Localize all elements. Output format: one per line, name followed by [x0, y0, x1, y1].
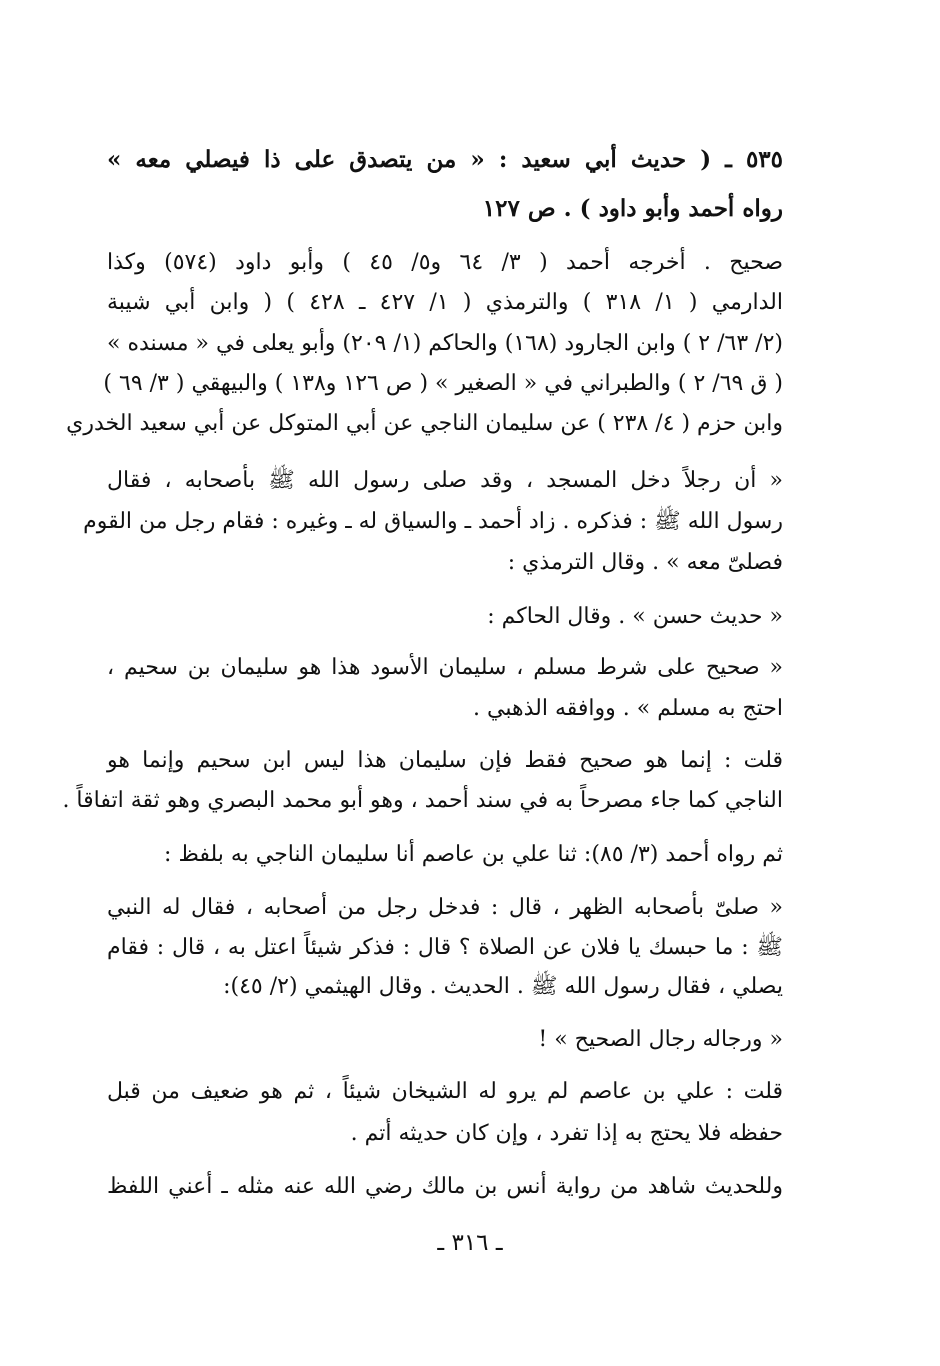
hakim-quote-line-1: « صحيح على شرط مسلم ، سليمان الأسود هذا هو سليمان بن سحيم ، [107, 655, 783, 680]
hadith-line-1: « أن رجلاً دخل المسجد ، وقد صلى رسول الله ﷺ بأصحابه ، فقال [107, 468, 783, 493]
comment-1-line-2: الناجي كما جاء مصرحاً به في سند أحمد ، وهو أبو محمد البصري وهو ثقة اتفاقاً . [62, 788, 783, 813]
entry-heading-line-1: ٥٣٥ ـ ( حديث أبي سعيد : « من يتصدق على ذا فيصلي معه » [107, 146, 783, 173]
takhrij-line-3: (٢/ ٦٣/ ٢ ) وابن الجارود (١٦٨) والحاكم (١/ ٢٠٩) وأبو يعلى في « مسنده » [106, 331, 783, 356]
hadith-line-2: رسول الله ﷺ : فذكره . زاد أحمد ـ والسياق له ـ وغيره : فقام رجل من القوم [83, 509, 783, 534]
ahmad-narration: ثم رواه أحمد (٣/ ٨٥): ثنا علي بن عاصم أنا سليمان الناجي به بلفظ : [164, 842, 783, 867]
takhrij-line-5: وابن حزم ( ٤/ ٢٣٨ ) عن سليمان الناجي عن أبي المتوكل عن أبي سعيد الخدري [66, 411, 783, 436]
second-text-line-3: يصلي ، فقال رسول الله ﷺ . الحديث . وقال الهيثمي (٢/ ٤٥): [223, 974, 783, 999]
haythami-quote: « ورجاله رجال الصحيح » ! [538, 1027, 783, 1052]
page-number: ـ ٣١٦ ـ [437, 1230, 503, 1256]
hakim-quote-line-2: احتج به مسلم » . ووافقه الذهبي . [473, 696, 783, 721]
takhrij-line-2: الدارمي ( ١/ ٣١٨ ) والترمذي ( ١/ ٤٢٧ ـ ٤٢٨ ) ( وابن أبي شيبة [107, 290, 783, 315]
second-text-line-1: « صلىّ بأصحابه الظهر ، قال : فدخل رجل من أصحابه ، فقال له النبي [107, 895, 783, 920]
takhrij-line-1: صحيح . أخرجه أحمد ( ٣/ ٦٤ و٥/ ٤٥ ) وأبو داود (٥٧٤) وكذا [107, 250, 784, 275]
comment-2-line-1: قلت : علي بن عاصم لم يرو له الشيخان شيئاً ، ثم هو ضعيف من قبل [107, 1079, 783, 1104]
entry-heading-line-2: رواه أحمد وأبو داود ) . ص ١٢٧ [482, 195, 783, 222]
takhrij-line-4: ( ق ٦٩/ ٢ ) والطبراني في « الصغير » ( ص ١٢٦ و١٣٨ ) والبيهقي ( ٣/ ٦٩ ) [103, 371, 783, 396]
comment-2-line-2: حفظه فلا يحتج به إذا تفرد ، وإن كان حديثه أتم . [350, 1121, 783, 1146]
tirmidhi-quote: « حديث حسن » . وقال الحاكم : [487, 604, 783, 629]
shahid-line: وللحديث شاهد من رواية أنس بن مالك رضي الله عنه مثله ـ أعني اللفظ [107, 1174, 783, 1199]
comment-1-line-1: قلت : إنما هو صحيح فقط فإن سليمان هذا ليس ابن سحيم وإنما هو [107, 748, 783, 773]
second-text-line-2: ﷺ : ما حبسك يا فلان عن الصلاة ؟ قال : فذكر شيئاً اعتل به ، قال : فقام [107, 935, 783, 960]
hadith-line-3: فصلىّ معه » . وقال الترمذي : [507, 550, 783, 575]
